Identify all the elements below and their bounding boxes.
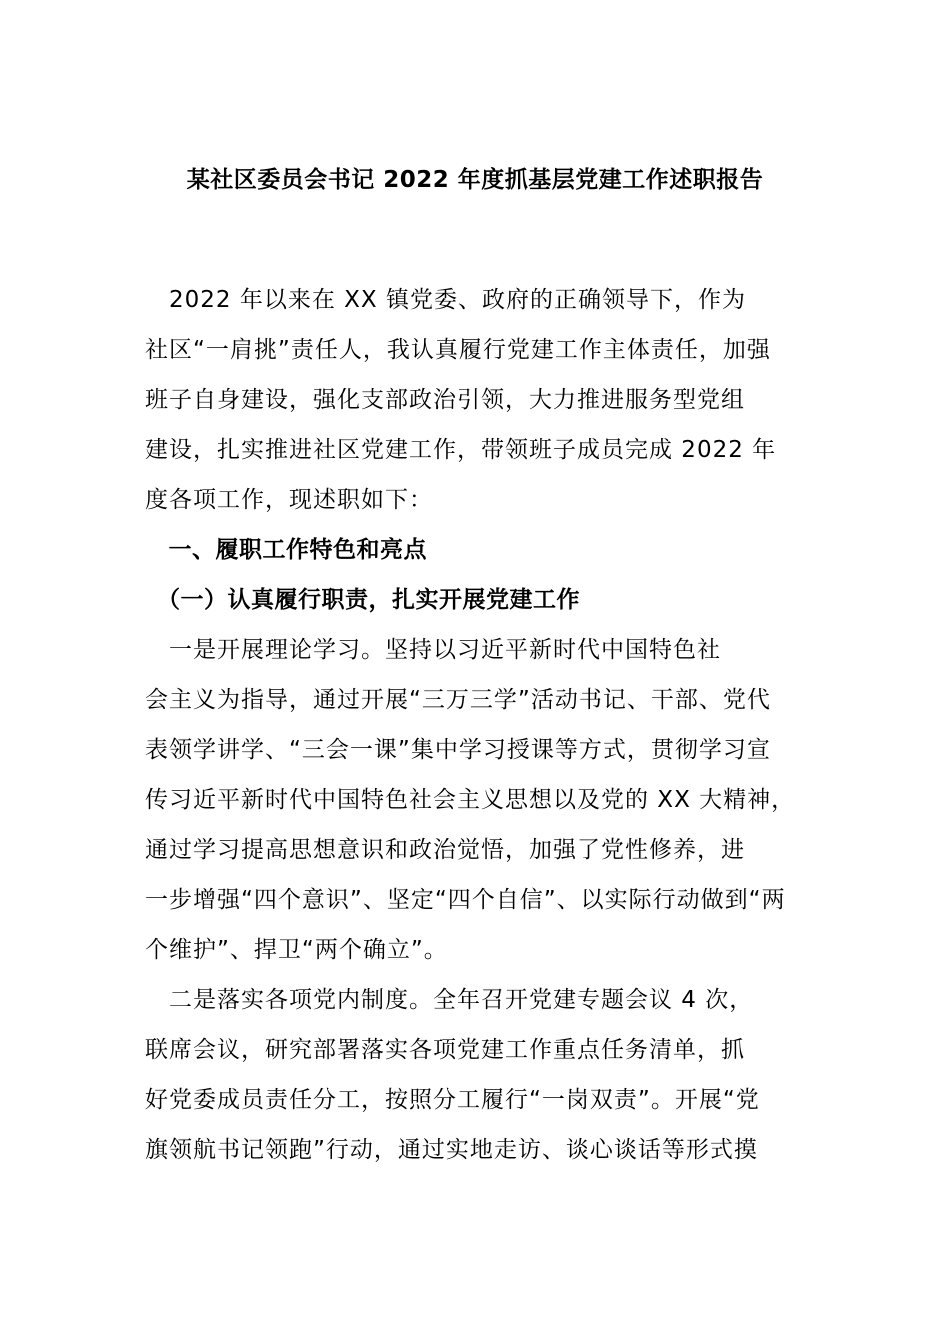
document-title: 某社区委员会书记 2022 年度抓基层党建工作述职报告 xyxy=(186,167,764,193)
paragraph-line: 二是落实各项党内制度。全年召开党建专题会议 4 次， xyxy=(145,987,754,1013)
paragraph-line: 传习近平新时代中国特色社会主义思想以及党的 XX 大精神， xyxy=(145,787,796,813)
paragraph-line: 会主义为指导，通过开展“三万三学”活动书记、干部、党代 xyxy=(145,687,771,713)
subsection-heading: （一）认真履行职责，扎实开展党建工作 xyxy=(145,587,580,613)
paragraph-line: 通过学习提高思想意识和政治觉悟，加强了党性修养，进 xyxy=(145,837,745,863)
paragraph-line: 一步增强“四个意识”、坚定“四个自信”、以实际行动做到“两 xyxy=(145,887,786,913)
paragraph-line: 表领学讲学、“三会一课”集中学习授课等方式，贯彻学习宣 xyxy=(145,737,771,763)
paragraph-line: 一是开展理论学习。坚持以习近平新时代中国特色社 xyxy=(145,637,721,663)
paragraph-line: 好党委成员责任分工，按照分工履行“一岗双责”。开展“党 xyxy=(145,1087,760,1113)
paragraph-line: 旗领航书记领跑”行动，通过实地走访、谈心谈话等形式摸 xyxy=(145,1137,758,1163)
paragraph-line: 班子自身建设，强化支部政治引领，大力推进服务型党组 xyxy=(145,387,745,413)
paragraph-line: 联席会议，研究部署落实各项党建工作重点任务清单，抓 xyxy=(145,1037,745,1063)
paragraph-line: 社区“一肩挑”责任人，我认真履行党建工作主体责任，加强 xyxy=(145,337,771,363)
paragraph-line: 建设，扎实推进社区党建工作，带领班子成员完成 2022 年 xyxy=(145,437,777,463)
paragraph-line: 个维护”、捍卫“两个确立”。 xyxy=(145,937,448,963)
paragraph-line: 2022 年以来在 XX 镇党委、政府的正确领导下，作为 xyxy=(145,287,746,313)
paragraph-line: 度各项工作，现述职如下： xyxy=(145,487,433,513)
section-heading: 一、履职工作特色和亮点 xyxy=(145,537,427,563)
